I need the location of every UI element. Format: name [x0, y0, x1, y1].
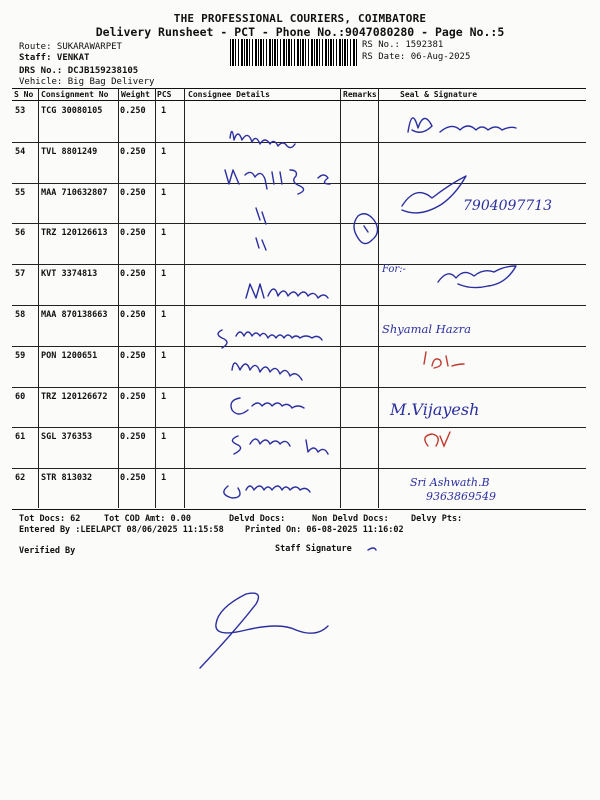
consignment-cell: TRZ 120126672	[41, 391, 108, 402]
consignment-cell: STR 813032	[41, 473, 93, 484]
sno-cell: 53	[15, 106, 26, 116]
drs-number: DRS No.: DCJB159238105	[19, 66, 139, 76]
col-header-consignee: Consignee Details	[188, 90, 270, 99]
col-header-seal-signature: Seal & Signature	[400, 90, 478, 99]
handwritten-name-62: Sri Ashwath.B	[410, 476, 490, 489]
pcs-cell: 1	[161, 269, 167, 280]
vehicle-label: Vehicle: Big Bag Delivery	[19, 77, 155, 87]
company-title: THE PROFESSIONAL COURIERS, COIMBATORE	[173, 12, 427, 25]
weight-cell: 0.250	[120, 391, 146, 402]
pcs-cell: 1	[161, 432, 167, 443]
pcs-cell: 1	[161, 310, 167, 320]
runsheet-title: Delivery Runsheet - PCT - Phone No.:9047080280 - Page No.:5	[95, 25, 505, 39]
weight-cell: 0.250	[120, 269, 146, 280]
handwritten-consignee-55	[256, 208, 266, 250]
col-header-weight: Weight	[121, 90, 150, 99]
sno-cell: 62	[15, 473, 26, 484]
weight-cell: 0.250	[120, 350, 146, 361]
consignment-cell: TVL 8801249	[41, 146, 98, 157]
sno-cell: 57	[15, 269, 26, 280]
handwritten-phone-62: 9363869549	[426, 490, 496, 503]
consignment-cell: KVT 3374813	[41, 269, 98, 280]
sno-cell: 61	[15, 432, 26, 443]
handwritten-consignee-54	[225, 170, 330, 194]
pcs-cell: 1	[161, 350, 167, 361]
weight-cell: 0.250	[120, 473, 146, 484]
footer-border	[12, 509, 586, 510]
consignment-cell: TRZ 120126613	[41, 228, 108, 239]
route-label: Route: SUKARAWARPET	[19, 42, 122, 52]
handwritten-consignee-59	[232, 363, 302, 380]
col-header-remarks: Remarks	[343, 90, 377, 99]
weight-cell: 0.250	[120, 146, 146, 157]
handwritten-phone-55: 7904097713	[463, 198, 553, 214]
total-cod-amount: Tot COD Amt: 0.00	[104, 514, 191, 524]
weight-cell: 0.250	[120, 106, 146, 116]
pcs-cell: 1	[161, 187, 167, 198]
handwritten-consignee-61	[232, 436, 328, 454]
weight-cell: 0.250	[120, 432, 146, 443]
delivered-docs: Delvd Docs:	[229, 514, 286, 524]
handwritten-consignee-58	[218, 330, 322, 348]
rs-number: RS No.: 1592381	[362, 40, 444, 50]
staff-signature-stroke	[368, 548, 376, 550]
consignment-cell: TCG 30080105	[41, 106, 103, 116]
entered-by: Entered By :LEELAPCT 08/06/2025 11:15:58	[19, 525, 224, 535]
pcs-cell: 1	[161, 473, 167, 484]
handwritten-consignee-57	[246, 284, 328, 298]
staff-label: Staff: VENKAT	[19, 53, 90, 63]
handwritten-signature-58: Shyamal Hazra	[382, 322, 472, 336]
printed-on: Printed On: 06-08-2025 11:16:02	[245, 525, 404, 535]
handwritten-signature-53	[408, 118, 516, 132]
sno-cell: 59	[15, 350, 26, 361]
rs-date: RS Date: 06-Aug-2025	[362, 52, 471, 62]
weight-cell: 0.250	[120, 228, 146, 239]
sno-cell: 55	[15, 187, 26, 198]
sno-cell: 56	[15, 228, 26, 239]
consignment-cell: MAA 710632807	[41, 187, 108, 198]
consignment-cell: PON 1200651	[41, 350, 98, 361]
handwritten-signature-55	[402, 176, 466, 213]
col-header-consignment: Consignment No	[41, 90, 109, 99]
delivery-points: Delvy Pts:	[411, 514, 463, 524]
weight-cell: 0.250	[120, 310, 146, 320]
handwritten-remarks-55	[354, 214, 378, 244]
handwritten-consignee-60	[231, 398, 304, 414]
sno-cell: 54	[15, 146, 26, 157]
staff-signature-label: Staff Signature	[275, 544, 352, 554]
verified-signature	[200, 593, 328, 668]
pcs-cell: 1	[161, 106, 167, 116]
handwritten-signature-57	[438, 266, 516, 288]
weight-cell: 0.250	[120, 187, 146, 198]
pcs-cell: 1	[161, 146, 167, 157]
handwritten-consignee-53	[230, 131, 295, 147]
handwritten-signature-60: M.Vijayesh	[390, 400, 480, 419]
consignment-cell: MAA 870138663	[41, 310, 108, 320]
handwritten-signature-59-red	[424, 352, 464, 368]
total-docs: Tot Docs: 62	[19, 514, 81, 524]
non-delivered-docs: Non Delvd Docs:	[312, 514, 389, 524]
sno-cell: 58	[15, 310, 26, 320]
handwritten-remark-57: For:-	[382, 264, 406, 275]
verified-by-label: Verified By	[19, 546, 76, 556]
handwritten-consignee-62	[224, 486, 310, 498]
col-header-sno: S No	[14, 90, 34, 99]
pcs-cell: 1	[161, 391, 167, 402]
col-header-pcs: PCS	[157, 90, 172, 99]
pcs-cell: 1	[161, 228, 167, 239]
handwritten-signature-61-red	[425, 432, 450, 446]
sno-cell: 60	[15, 391, 26, 402]
consignment-cell: SGL 376353	[41, 432, 93, 443]
